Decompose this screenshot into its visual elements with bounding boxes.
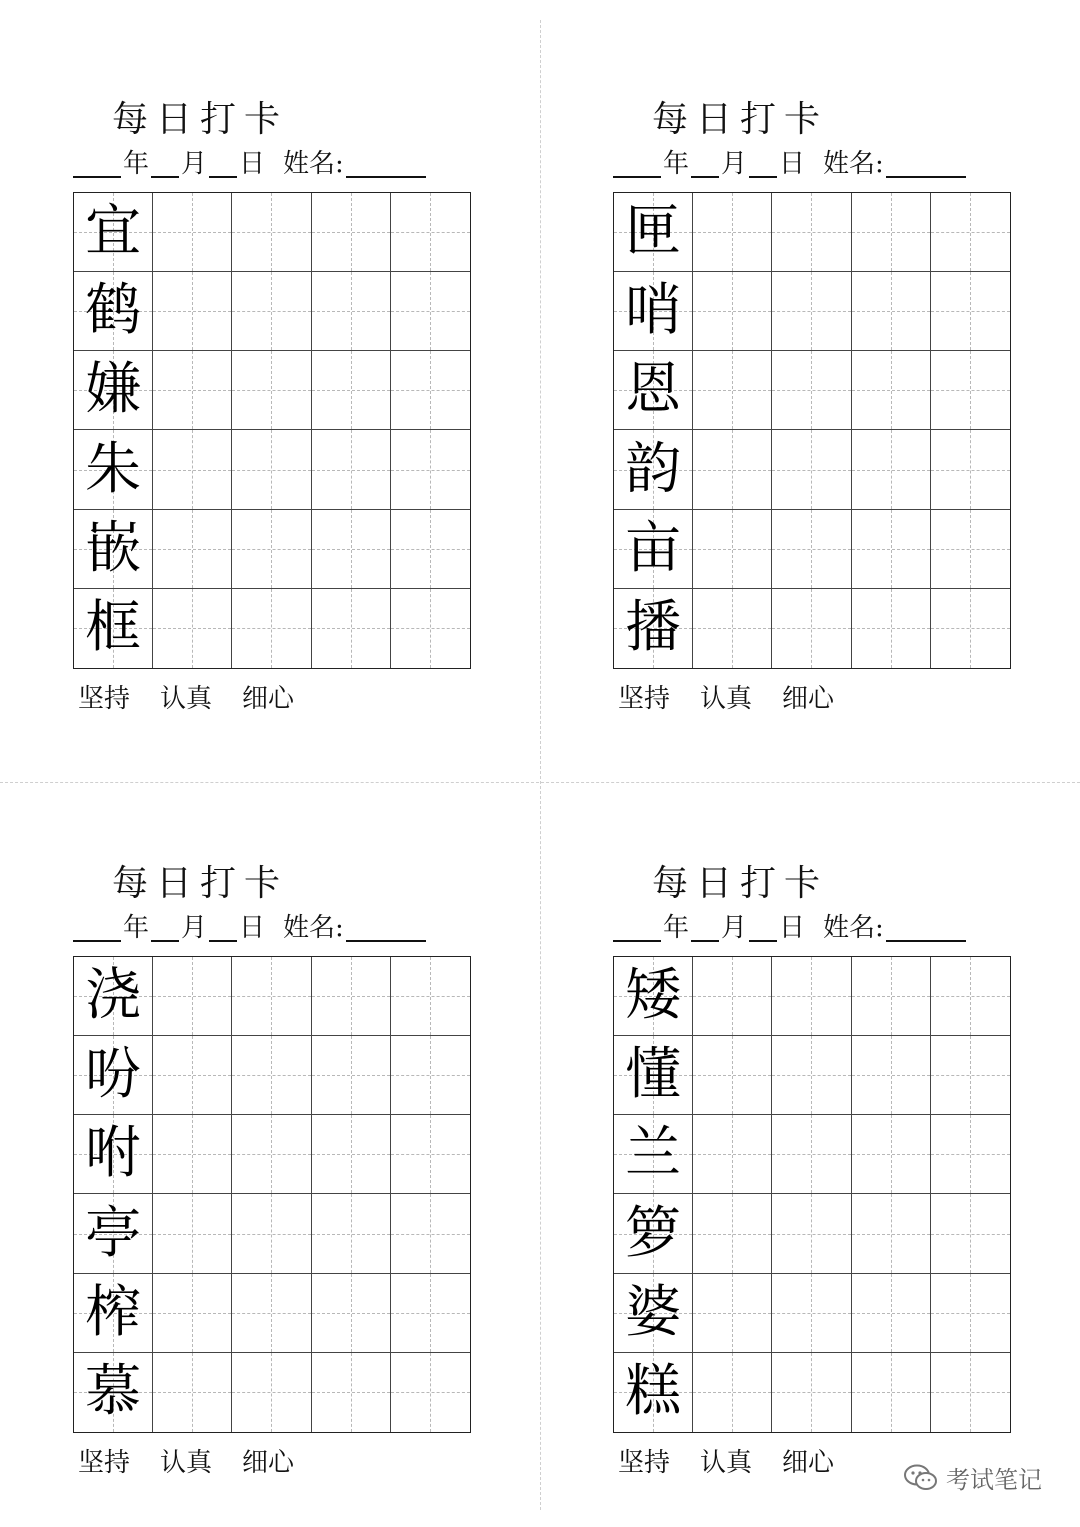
practice-cell[interactable]: [232, 1194, 311, 1273]
model-character-cell: [74, 1194, 153, 1273]
practice-cell[interactable]: [312, 1274, 391, 1353]
practice-cell[interactable]: [693, 1194, 772, 1273]
model-character-cell: [74, 272, 153, 351]
model-character: 框: [85, 595, 142, 661]
day-label: 日: [239, 149, 266, 179]
year-label: 年: [663, 149, 690, 179]
practice-cell[interactable]: [232, 957, 311, 1036]
watermark: [904, 1460, 1042, 1495]
model-character: 嫌: [85, 357, 142, 423]
wechat-icon: [904, 1464, 938, 1492]
motto-careful: 细心: [242, 684, 295, 714]
practice-cell[interactable]: [772, 1115, 851, 1194]
day-label: 日: [779, 149, 806, 179]
practice-cell[interactable]: [772, 1353, 851, 1432]
practice-cell[interactable]: [391, 510, 470, 589]
practice-cell[interactable]: [852, 1115, 931, 1194]
practice-cell[interactable]: [772, 193, 851, 272]
motto-earnest: 认真: [700, 1448, 753, 1478]
model-character: 亭: [85, 1200, 142, 1266]
practice-cell[interactable]: [391, 1036, 470, 1115]
model-character: 播: [625, 595, 682, 661]
practice-cell[interactable]: [312, 1194, 391, 1273]
month-label: 月: [721, 149, 748, 179]
motto-line: [618, 682, 864, 716]
practice-card: [540, 764, 940, 1484]
month-blank[interactable]: [691, 916, 719, 942]
practice-cell[interactable]: [153, 272, 232, 351]
practice-cell[interactable]: [931, 351, 1010, 430]
motto-line: [78, 1446, 324, 1480]
name-label: 姓名:: [823, 913, 884, 943]
practice-cell[interactable]: [153, 1036, 232, 1115]
practice-cell[interactable]: [693, 957, 772, 1036]
motto-careful: 细心: [242, 1448, 295, 1478]
year-label: 年: [123, 913, 150, 943]
practice-cell[interactable]: [391, 1274, 470, 1353]
model-character: 咐: [85, 1121, 142, 1187]
practice-cell[interactable]: [693, 430, 772, 509]
practice-cell[interactable]: [852, 1353, 931, 1432]
practice-cell[interactable]: [232, 589, 311, 668]
practice-cell[interactable]: [852, 1274, 931, 1353]
practice-cell[interactable]: [312, 272, 391, 351]
motto-line: [618, 1446, 864, 1480]
practice-cell[interactable]: [391, 957, 470, 1036]
motto-careful: 细心: [782, 1448, 835, 1478]
motto-persist: 坚持: [618, 1448, 671, 1478]
writing-grid: [613, 192, 1011, 669]
card-title: 每日打卡: [111, 99, 288, 140]
model-character-cell: [74, 1036, 153, 1115]
practice-cell[interactable]: [693, 1115, 772, 1194]
model-character-cell: [614, 272, 693, 351]
practice-cell[interactable]: [693, 1274, 772, 1353]
month-label: 月: [181, 149, 208, 179]
practice-cell[interactable]: [772, 272, 851, 351]
practice-cell[interactable]: [232, 510, 311, 589]
model-character: 朱: [85, 436, 142, 502]
day-blank[interactable]: [209, 916, 237, 942]
name-blank[interactable]: [886, 916, 966, 942]
practice-cell[interactable]: [153, 589, 232, 668]
model-character: 吩: [85, 1042, 142, 1108]
model-character: 兰: [625, 1121, 682, 1187]
name-label: 姓名:: [283, 913, 344, 943]
model-character: 亩: [625, 515, 682, 581]
name-label: 姓名:: [823, 149, 884, 179]
motto-earnest: 认真: [160, 1448, 213, 1478]
day-blank[interactable]: [209, 152, 237, 178]
practice-cell[interactable]: [693, 510, 772, 589]
model-character-cell: [74, 351, 153, 430]
month-blank[interactable]: [691, 152, 719, 178]
practice-cell[interactable]: [852, 1036, 931, 1115]
model-character: 恩: [625, 357, 682, 423]
practice-cell[interactable]: [693, 351, 772, 430]
year-blank[interactable]: [613, 152, 661, 178]
model-character-cell: [74, 589, 153, 668]
name-blank[interactable]: [346, 916, 426, 942]
model-character: 匣: [625, 199, 682, 265]
practice-cell[interactable]: [153, 1274, 232, 1353]
model-character: 嵌: [85, 515, 142, 581]
practice-cell[interactable]: [852, 272, 931, 351]
practice-cell[interactable]: [852, 430, 931, 509]
date-name-line: [613, 910, 1013, 946]
model-character-cell: [614, 589, 693, 668]
model-character: 矮: [625, 963, 682, 1029]
year-label: 年: [123, 149, 150, 179]
practice-cell[interactable]: [312, 1036, 391, 1115]
writing-grid: [73, 956, 471, 1433]
model-character-cell: [74, 1115, 153, 1194]
practice-cell[interactable]: [391, 351, 470, 430]
motto-persist: 坚持: [78, 684, 131, 714]
practice-cell[interactable]: [232, 1115, 311, 1194]
practice-cell[interactable]: [391, 589, 470, 668]
practice-cell[interactable]: [153, 430, 232, 509]
practice-cell[interactable]: [312, 510, 391, 589]
practice-card: [0, 0, 400, 720]
day-blank[interactable]: [749, 152, 777, 178]
date-name-line: [73, 146, 473, 182]
practice-cell[interactable]: [312, 351, 391, 430]
practice-cell[interactable]: [931, 589, 1010, 668]
name-label: 姓名:: [283, 149, 344, 179]
model-character: 哨: [625, 278, 682, 344]
card-title: 每日打卡: [651, 863, 828, 904]
practice-cell[interactable]: [153, 1194, 232, 1273]
practice-cell[interactable]: [852, 193, 931, 272]
date-name-line: [613, 146, 1013, 182]
practice-cell[interactable]: [772, 1194, 851, 1273]
model-character: 慕: [85, 1359, 142, 1425]
practice-cell[interactable]: [852, 510, 931, 589]
practice-cell[interactable]: [931, 1036, 1010, 1115]
model-character: 韵: [625, 436, 682, 502]
practice-cell[interactable]: [232, 1353, 311, 1432]
practice-cell[interactable]: [153, 351, 232, 430]
practice-cell[interactable]: [772, 430, 851, 509]
practice-cell[interactable]: [772, 351, 851, 430]
year-blank[interactable]: [73, 916, 121, 942]
practice-cell[interactable]: [391, 1194, 470, 1273]
practice-cell[interactable]: [852, 589, 931, 668]
name-blank[interactable]: [346, 152, 426, 178]
practice-cell[interactable]: [931, 1274, 1010, 1353]
practice-cell[interactable]: [391, 1115, 470, 1194]
day-label: 日: [779, 913, 806, 943]
year-blank[interactable]: [73, 152, 121, 178]
practice-cell[interactable]: [232, 272, 311, 351]
practice-cell[interactable]: [931, 272, 1010, 351]
model-character: 宜: [85, 199, 142, 265]
practice-cell[interactable]: [852, 957, 931, 1036]
practice-cell[interactable]: [931, 957, 1010, 1036]
practice-cell[interactable]: [312, 589, 391, 668]
name-blank[interactable]: [886, 152, 966, 178]
practice-cell[interactable]: [232, 1036, 311, 1115]
writing-grid: [73, 192, 471, 669]
practice-cell[interactable]: [693, 1036, 772, 1115]
month-label: 月: [181, 913, 208, 943]
practice-cell[interactable]: [693, 272, 772, 351]
motto-persist: 坚持: [618, 684, 671, 714]
month-label: 月: [721, 913, 748, 943]
motto-earnest: 认真: [160, 684, 213, 714]
model-character: 婆: [625, 1279, 682, 1345]
day-blank[interactable]: [749, 916, 777, 942]
model-character-cell: [614, 1115, 693, 1194]
model-character-cell: [614, 1274, 693, 1353]
practice-cell[interactable]: [772, 589, 851, 668]
practice-cell[interactable]: [931, 1194, 1010, 1273]
practice-card: [540, 0, 940, 720]
practice-cell[interactable]: [931, 430, 1010, 509]
practice-cell[interactable]: [153, 1353, 232, 1432]
practice-cell[interactable]: [232, 430, 311, 509]
model-character-cell: [614, 193, 693, 272]
practice-cell[interactable]: [391, 272, 470, 351]
model-character-cell: [74, 957, 153, 1036]
motto-persist: 坚持: [78, 1448, 131, 1478]
practice-cell[interactable]: [153, 193, 232, 272]
model-character: 糕: [625, 1359, 682, 1425]
motto-line: [78, 682, 324, 716]
practice-cell[interactable]: [153, 1115, 232, 1194]
watermark-text: 考试笔记: [946, 1466, 1042, 1494]
practice-cell[interactable]: [693, 1353, 772, 1432]
practice-cell[interactable]: [312, 193, 391, 272]
practice-cell[interactable]: [931, 510, 1010, 589]
practice-cell[interactable]: [232, 351, 311, 430]
practice-cell[interactable]: [693, 193, 772, 272]
model-character: 榨: [85, 1279, 142, 1345]
practice-cell[interactable]: [772, 957, 851, 1036]
practice-cell[interactable]: [852, 1194, 931, 1273]
card-title: 每日打卡: [111, 863, 288, 904]
practice-cell[interactable]: [852, 351, 931, 430]
practice-cell[interactable]: [312, 1115, 391, 1194]
practice-cell[interactable]: [391, 193, 470, 272]
practice-cell[interactable]: [693, 589, 772, 668]
practice-cell[interactable]: [931, 1115, 1010, 1194]
model-character-cell: [614, 430, 693, 509]
model-character-cell: [74, 510, 153, 589]
practice-cell[interactable]: [153, 957, 232, 1036]
practice-cell[interactable]: [391, 430, 470, 509]
model-character-cell: [74, 193, 153, 272]
model-character-cell: [614, 1194, 693, 1273]
practice-cell[interactable]: [772, 1274, 851, 1353]
model-character-cell: [614, 957, 693, 1036]
date-name-line: [73, 910, 473, 946]
motto-earnest: 认真: [700, 684, 753, 714]
model-character-cell: [74, 1274, 153, 1353]
day-label: 日: [239, 913, 266, 943]
model-character: 箩: [625, 1200, 682, 1266]
year-label: 年: [663, 913, 690, 943]
card-title: 每日打卡: [651, 99, 828, 140]
month-blank[interactable]: [151, 916, 179, 942]
practice-card: [0, 764, 400, 1484]
practice-cell[interactable]: [232, 1274, 311, 1353]
month-blank[interactable]: [151, 152, 179, 178]
model-character-cell: [614, 351, 693, 430]
motto-careful: 细心: [782, 684, 835, 714]
practice-cell[interactable]: [232, 193, 311, 272]
model-character-cell: [74, 430, 153, 509]
practice-cell[interactable]: [772, 510, 851, 589]
model-character-cell: [614, 1036, 693, 1115]
model-character-cell: [614, 1353, 693, 1432]
practice-cell[interactable]: [391, 1353, 470, 1432]
model-character: 鹤: [85, 278, 142, 344]
practice-cell[interactable]: [153, 510, 232, 589]
practice-cell[interactable]: [312, 957, 391, 1036]
model-character-cell: [614, 510, 693, 589]
year-blank[interactable]: [613, 916, 661, 942]
model-character: 浇: [85, 963, 142, 1029]
model-character-cell: [74, 1353, 153, 1432]
practice-cell[interactable]: [312, 1353, 391, 1432]
practice-cell[interactable]: [772, 1036, 851, 1115]
writing-grid: [613, 956, 1011, 1433]
model-character: 懂: [625, 1042, 682, 1108]
practice-cell[interactable]: [931, 1353, 1010, 1432]
practice-cell[interactable]: [931, 193, 1010, 272]
practice-cell[interactable]: [312, 430, 391, 509]
